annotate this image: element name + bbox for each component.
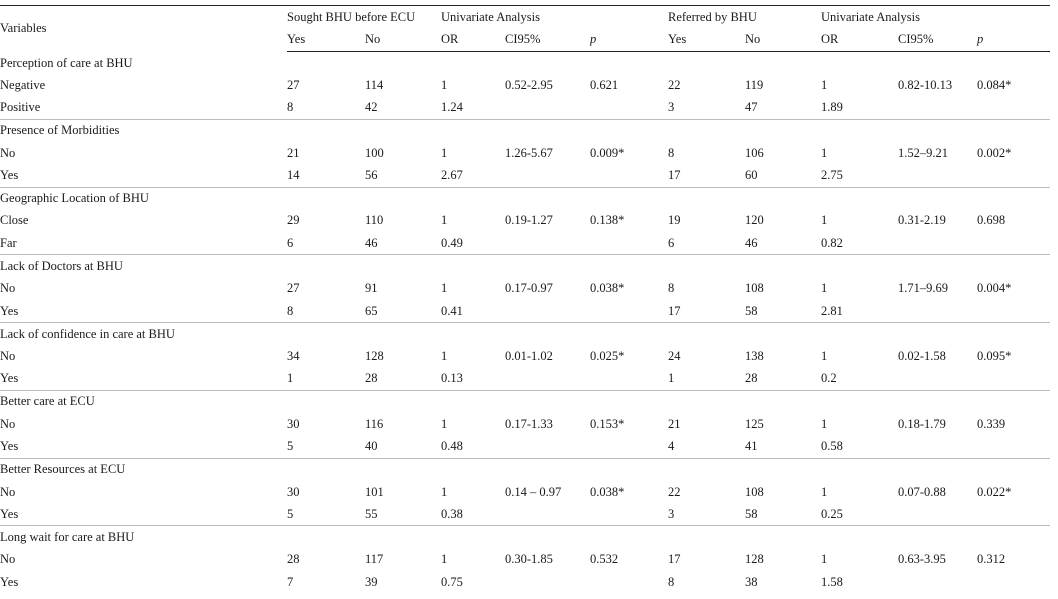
table-cell (898, 300, 977, 323)
table-cell: 0.022* (977, 484, 1012, 499)
table-cell (505, 232, 590, 255)
group-title: Better care at ECU (0, 390, 1050, 413)
table-cell: 108 (745, 281, 764, 296)
table-cell: 28 (365, 371, 378, 386)
table-cell: Yes (0, 168, 19, 183)
table-cell: 1 (821, 349, 828, 364)
table-cell: 0.138* (590, 213, 625, 228)
table-cell: 30 (287, 416, 300, 431)
table-cell: 0.25 (821, 506, 843, 521)
table-cell (898, 97, 977, 120)
table-cell: 0.07-0.88 (898, 484, 946, 499)
table-cell (505, 97, 590, 120)
table-cell: 0.18-1.79 (898, 416, 946, 431)
table-cell: 5 (287, 439, 294, 454)
table-cell: 56 (365, 168, 378, 183)
group-header-row (0, 52, 1050, 75)
table-cell: 0.58 (821, 439, 843, 454)
table-cell: 8 (668, 145, 675, 160)
group-title: Perception of care at BHU (0, 55, 133, 70)
col-yes-1: Yes (287, 29, 365, 52)
table-row (0, 277, 1050, 300)
table-cell: 0.49 (441, 235, 463, 250)
table-cell: 101 (365, 484, 384, 499)
table-cell: 119 (745, 77, 764, 92)
table-cell: 2.75 (821, 168, 843, 183)
table-cell: Negative (0, 77, 46, 92)
table-cell: 0.009* (590, 145, 625, 160)
table-cell (977, 97, 1050, 120)
table-cell: 1 (441, 145, 448, 160)
table-cell: 125 (745, 416, 764, 431)
table-cell: 47 (745, 100, 758, 115)
table-cell: 3 (668, 100, 675, 115)
table-row (0, 210, 1050, 233)
table-cell: 1 (441, 281, 448, 296)
table-cell: 22 (668, 484, 681, 499)
col-ci-2: CI95% (898, 29, 977, 52)
table-cell: 1 (287, 371, 294, 386)
table-cell (590, 503, 668, 526)
col-no-1: No (365, 29, 441, 52)
col-or-2: OR (821, 29, 898, 52)
univariate-analysis-header-1: Univariate Analysis (441, 6, 668, 29)
table-cell: 21 (287, 145, 300, 160)
table-cell: 0.153* (590, 416, 625, 431)
table-cell: 0.52-2.95 (505, 77, 553, 92)
table-cell (898, 503, 977, 526)
table-cell: Yes (0, 439, 19, 454)
table-cell: 0.004* (977, 281, 1012, 296)
table-cell: 55 (365, 506, 378, 521)
table-row (0, 142, 1050, 165)
variables-header: Variables (0, 6, 287, 52)
table-cell: 17 (668, 303, 681, 318)
table-cell: 1 (821, 281, 828, 296)
table-cell: 6 (668, 235, 675, 250)
table-cell: 0.41 (441, 303, 463, 318)
table-row (0, 232, 1050, 255)
table-cell (977, 571, 1050, 594)
group-header-row (0, 526, 1050, 549)
table-cell: 29 (287, 213, 300, 228)
table-cell: 108 (745, 484, 764, 499)
table-cell: 8 (287, 100, 294, 115)
table-cell: 1 (441, 213, 448, 228)
table-cell: 1 (821, 416, 828, 431)
table-cell: 1.26-5.67 (505, 145, 553, 160)
table-cell: 128 (365, 349, 384, 364)
table-cell: 1 (441, 484, 448, 499)
table-row (0, 164, 1050, 187)
table-cell: 27 (287, 281, 300, 296)
table-cell: 24 (668, 349, 681, 364)
table-cell: 1 (441, 77, 448, 92)
table-cell: 8 (668, 574, 675, 589)
table-cell: 120 (745, 213, 764, 228)
table-cell: 3 (668, 506, 675, 521)
table-cell: 1 (821, 77, 828, 92)
table-cell (505, 503, 590, 526)
table-cell: 116 (365, 416, 384, 431)
table-cell: 1 (821, 213, 828, 228)
sought-bhu-group-header: Sought BHU before ECU (287, 6, 441, 29)
table-cell: No (0, 552, 16, 567)
col-p-2: p (977, 29, 1050, 52)
table-row (0, 481, 1050, 504)
table-cell: 19 (668, 213, 681, 228)
table-cell: 1 (821, 145, 828, 160)
group-header-row (0, 255, 1050, 278)
table-cell: 41 (745, 439, 758, 454)
table-cell: Yes (0, 303, 19, 318)
table-cell: 0.339 (977, 416, 1006, 431)
table-cell: Positive (0, 100, 41, 115)
table-cell (977, 503, 1050, 526)
table-cell: 7 (287, 574, 294, 589)
table-cell: 1 (441, 349, 448, 364)
table-row (0, 436, 1050, 459)
table-row (0, 368, 1050, 391)
table-cell: 1 (441, 416, 448, 431)
table-cell: 1.58 (821, 574, 843, 589)
table-cell: 100 (365, 145, 384, 160)
table-cell (590, 436, 668, 459)
table-cell (590, 300, 668, 323)
table-cell (505, 368, 590, 391)
table-cell: 1.71–9.69 (898, 281, 948, 296)
table-row (0, 413, 1050, 436)
group-title: Lack of confidence in care at BHU (0, 323, 1050, 346)
table-cell (590, 164, 668, 187)
table-cell: 117 (365, 552, 384, 567)
table-cell: 0.038* (590, 281, 625, 296)
group-header-row (0, 323, 1050, 346)
table-cell: 2.67 (441, 168, 463, 183)
table-cell: 1.89 (821, 100, 843, 115)
table-cell: 91 (365, 281, 378, 296)
table-cell (590, 571, 668, 594)
group-title: Long wait for care at BHU (0, 526, 1050, 549)
table-cell: Yes (0, 574, 19, 589)
table-cell: 65 (365, 303, 378, 318)
table-cell: 60 (745, 168, 758, 183)
table-cell: 21 (668, 416, 681, 431)
table-row (0, 571, 1050, 594)
col-ci-1: CI95% (505, 29, 590, 52)
table-cell (590, 232, 668, 255)
table-row (0, 549, 1050, 572)
table-cell: 1 (821, 484, 828, 499)
table-cell: No (0, 145, 16, 160)
col-p-1: p (590, 29, 668, 52)
table-cell (898, 571, 977, 594)
table-row (0, 97, 1050, 120)
table-cell (505, 436, 590, 459)
table-cell: 138 (745, 349, 764, 364)
table-cell: Close (0, 213, 29, 228)
table-cell: No (0, 416, 16, 431)
results-table-container (0, 5, 1058, 594)
table-cell: 0.30-1.85 (505, 552, 553, 567)
table-cell: 0.82-10.13 (898, 77, 953, 92)
table-row (0, 74, 1050, 97)
table-cell (898, 368, 977, 391)
table-cell: 0.084* (977, 77, 1012, 92)
table-cell: 114 (365, 77, 384, 92)
table-cell: 38 (745, 574, 758, 589)
table-cell: 0.698 (977, 213, 1006, 228)
table-cell: 0.82 (821, 235, 843, 250)
group-header-row (0, 119, 1050, 142)
table-cell: 0.532 (590, 552, 619, 567)
table-cell: 0.17-0.97 (505, 281, 553, 296)
table-row (0, 345, 1050, 368)
table-cell: 28 (287, 552, 300, 567)
table-cell: 1.24 (441, 100, 463, 115)
table-cell: 128 (745, 552, 764, 567)
table-cell: No (0, 484, 16, 499)
table-cell (505, 164, 590, 187)
col-or-1: OR (441, 29, 505, 52)
table-cell: 8 (668, 281, 675, 296)
table-body (0, 52, 1050, 594)
group-title: Better Resources at ECU (0, 458, 1050, 481)
table-cell: 4 (668, 439, 675, 454)
table-cell: 0.02-1.58 (898, 349, 946, 364)
table-cell (977, 232, 1050, 255)
table-cell: 22 (668, 77, 681, 92)
table-cell (977, 368, 1050, 391)
table-cell: 6 (287, 235, 294, 250)
table-cell: 0.038* (590, 484, 625, 499)
table-cell (505, 571, 590, 594)
table-cell: 0.13 (441, 371, 463, 386)
table-cell: Yes (0, 506, 19, 521)
table-cell: 110 (365, 213, 384, 228)
table-cell: 1 (668, 371, 675, 386)
group-title: Presence of Morbidities (0, 119, 1050, 142)
table-cell: 0.31-2.19 (898, 213, 946, 228)
table-cell: 0.19-1.27 (505, 213, 553, 228)
table-cell: 106 (745, 145, 764, 160)
group-title: Geographic Location of BHU (0, 187, 1050, 210)
group-header-row (0, 458, 1050, 481)
table-cell: 1 (821, 552, 828, 567)
table-cell: 0.17-1.33 (505, 416, 553, 431)
table-cell: 0.621 (590, 77, 619, 92)
group-title: Lack of Doctors at BHU (0, 255, 1050, 278)
table-cell: 17 (668, 168, 681, 183)
table-cell (977, 436, 1050, 459)
table-cell: 0.002* (977, 145, 1012, 160)
table-cell: 0.025* (590, 349, 625, 364)
table-row (0, 300, 1050, 323)
table-cell (898, 164, 977, 187)
col-no-2: No (745, 29, 821, 52)
table-cell: 30 (287, 484, 300, 499)
table-cell (590, 97, 668, 120)
table-cell (590, 368, 668, 391)
table-cell: 28 (745, 371, 758, 386)
table-cell: 0.14 – 0.97 (505, 484, 562, 499)
group-header-row (0, 187, 1050, 210)
table-cell (505, 300, 590, 323)
table-cell: 0.63-3.95 (898, 552, 946, 567)
table-cell: 40 (365, 439, 378, 454)
table-cell: 0.38 (441, 506, 463, 521)
table-cell (977, 164, 1050, 187)
table-cell: 2.81 (821, 303, 843, 318)
table-cell: 5 (287, 506, 294, 521)
table-cell (977, 300, 1050, 323)
table-cell: 14 (287, 168, 300, 183)
table-cell: Far (0, 235, 17, 250)
table-cell: 0.312 (977, 552, 1006, 567)
table-cell: Yes (0, 371, 19, 386)
table-cell: 42 (365, 100, 378, 115)
table-cell (898, 436, 977, 459)
univariate-analysis-header-2: Univariate Analysis (821, 6, 1050, 29)
table-cell: 0.48 (441, 439, 463, 454)
table-cell: 0.095* (977, 349, 1012, 364)
referred-bhu-group-header: Referred by BHU (668, 6, 821, 29)
table-header (0, 6, 1050, 52)
table-row (0, 503, 1050, 526)
table-cell (898, 232, 977, 255)
table-cell: 17 (668, 552, 681, 567)
table-cell: 0.2 (821, 371, 837, 386)
col-yes-2: Yes (668, 29, 745, 52)
table-cell: 39 (365, 574, 378, 589)
table-cell: 58 (745, 506, 758, 521)
table-cell: 34 (287, 349, 300, 364)
table-cell: 58 (745, 303, 758, 318)
table-cell: 27 (287, 77, 300, 92)
table-cell: 1 (441, 552, 448, 567)
group-header-row (0, 390, 1050, 413)
table-cell: 46 (365, 235, 378, 250)
table-cell: 0.01-1.02 (505, 349, 553, 364)
table-cell: 8 (287, 303, 294, 318)
table-cell: 1.52–9.21 (898, 145, 948, 160)
table-cell: 46 (745, 235, 758, 250)
table-cell: No (0, 349, 16, 364)
table-cell: No (0, 281, 16, 296)
univariate-analysis-table (0, 5, 1050, 594)
table-cell: 0.75 (441, 574, 463, 589)
